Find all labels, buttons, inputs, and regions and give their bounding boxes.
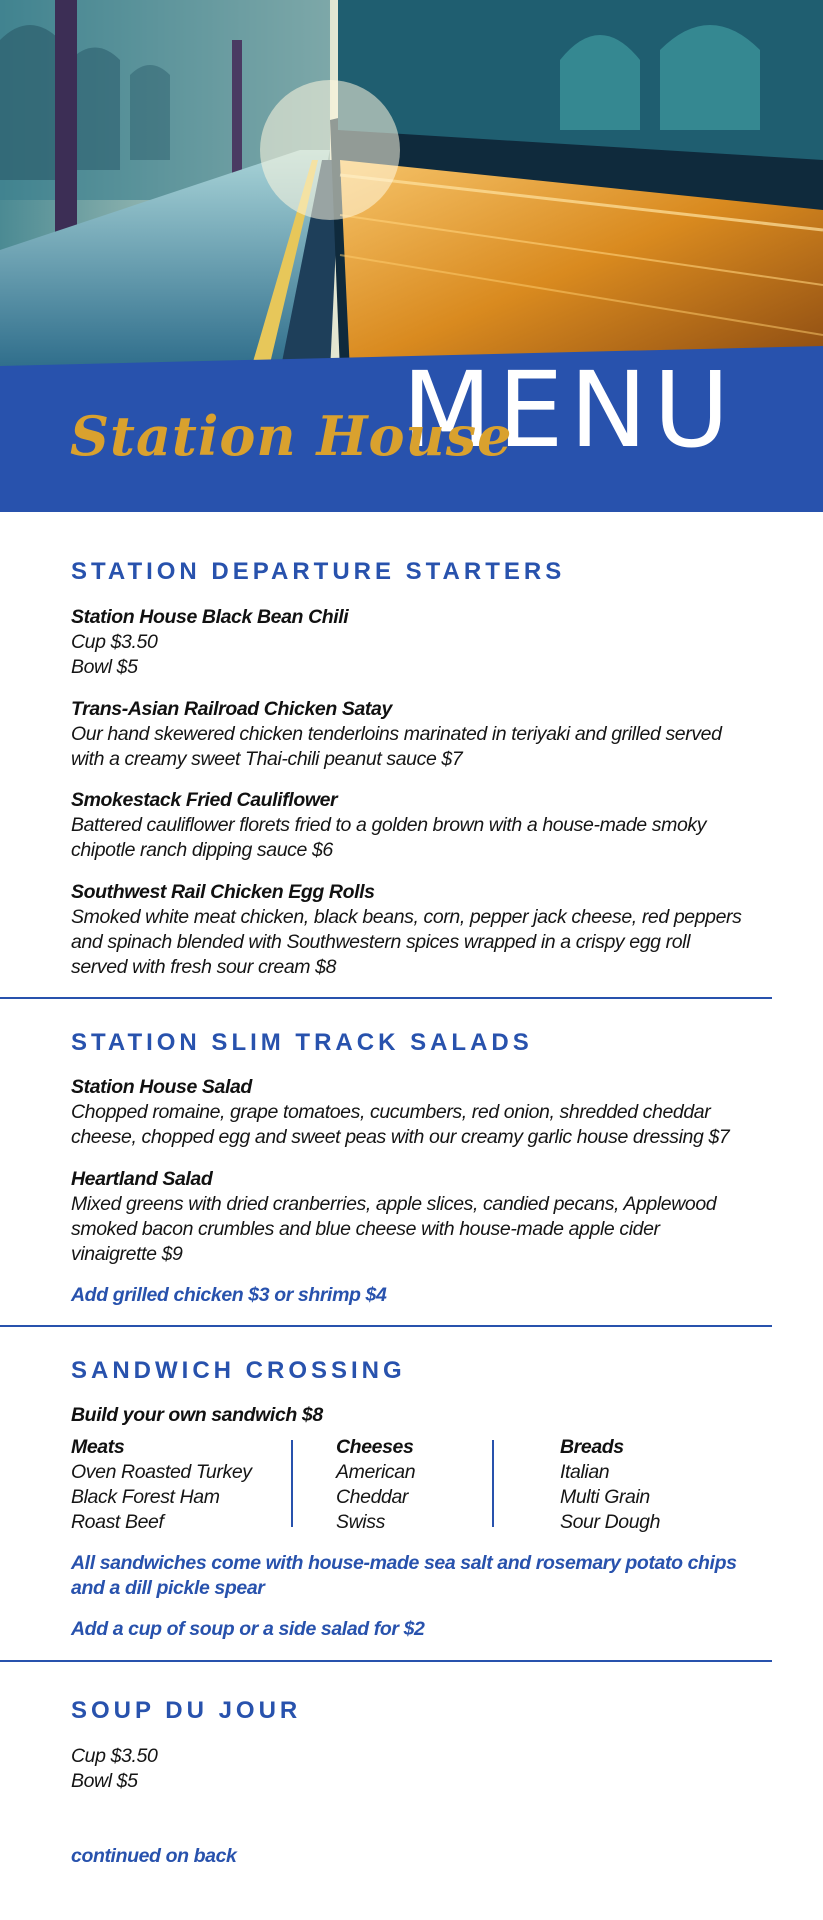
- menu-item-name: Trans-Asian Railroad Chicken Satay: [71, 698, 392, 720]
- column-divider: [492, 1440, 494, 1527]
- menu-item-desc: chipotle ranch dipping sauce $6: [71, 839, 333, 861]
- menu-item-desc: Smoked white meat chicken, black beans, corn, pepper jack cheese, red peppers: [71, 906, 742, 928]
- menu-item-name: Station House Salad: [71, 1076, 252, 1098]
- menu-heading: MENU: [402, 349, 736, 471]
- column-heading-cheeses: Cheeses: [336, 1436, 414, 1458]
- sandwich-note: All sandwiches come with house-made sea salt and rosemary potato chips: [71, 1552, 737, 1574]
- sandwich-note: and a dill pickle spear: [71, 1577, 265, 1599]
- meat-option: Roast Beef: [71, 1511, 164, 1533]
- section-divider: [0, 1325, 772, 1327]
- cheese-option: Swiss: [336, 1511, 385, 1533]
- menu-item-desc: Cup $3.50: [71, 631, 158, 653]
- soup-price: Bowl $5: [71, 1770, 138, 1792]
- section-title-starters: STATION DEPARTURE STARTERS: [71, 558, 566, 585]
- section-divider: [0, 997, 772, 999]
- section-divider: [0, 1660, 772, 1662]
- section-title-salads: STATION SLIM TRACK SALADS: [71, 1029, 533, 1056]
- cheese-option: American: [336, 1461, 416, 1483]
- section-title-sandwich: SANDWICH CROSSING: [71, 1357, 406, 1384]
- menu-item-desc: smoked bacon crumbles and blue cheese with house-made apple cider: [71, 1218, 660, 1240]
- menu-item-desc: Our hand skewered chicken tenderloins marinated in teriyaki and grilled served: [71, 723, 722, 745]
- bread-option: Italian: [560, 1461, 610, 1483]
- menu-item-desc: Bowl $5: [71, 656, 138, 678]
- hero-photo: [0, 0, 823, 372]
- build-sandwich-label: Build your own sandwich $8: [71, 1404, 323, 1426]
- cheese-option: Cheddar: [336, 1486, 409, 1508]
- salad-addon-note: Add grilled chicken $3 or shrimp $4: [71, 1284, 387, 1306]
- menu-item-desc: with a creamy sweet Thai-chili peanut sauce $7: [71, 748, 463, 770]
- menu-item-desc: vinaigrette $9: [71, 1243, 183, 1265]
- menu-item-name: Station House Black Bean Chili: [71, 606, 349, 628]
- column-divider: [291, 1440, 293, 1527]
- continued-note: continued on back: [71, 1845, 237, 1867]
- meat-option: Black Forest Ham: [71, 1486, 220, 1508]
- section-title-soup: SOUP DU JOUR: [71, 1697, 302, 1724]
- menu-item-name: Southwest Rail Chicken Egg Rolls: [71, 881, 375, 903]
- bread-option: Sour Dough: [560, 1511, 661, 1533]
- menu-item-desc: Battered cauliflower florets fried to a golden brown with a house-made smoky: [71, 814, 707, 836]
- brand-logo-text: Station House: [70, 404, 513, 468]
- menu-item-desc: Mixed greens with dried cranberries, apple slices, candied pecans, Applewood: [71, 1193, 717, 1215]
- sandwich-addon-note: Add a cup of soup or a side salad for $2: [71, 1618, 425, 1640]
- menu-item-name: Heartland Salad: [71, 1168, 213, 1190]
- column-heading-breads: Breads: [560, 1436, 624, 1458]
- menu-item-desc: Chopped romaine, grape tomatoes, cucumbers, red onion, shredded cheddar: [71, 1101, 711, 1123]
- menu-item-desc: and spinach blended with Southwestern spices wrapped in a crispy egg roll: [71, 931, 691, 953]
- soup-price: Cup $3.50: [71, 1745, 158, 1767]
- train-station-photo-icon: [0, 0, 823, 372]
- bread-option: Multi Grain: [560, 1486, 650, 1508]
- menu-item-desc: cheese, chopped egg and sweet peas with our creamy garlic house dressing $7: [71, 1126, 730, 1148]
- menu-item-desc: served with fresh sour cream $8: [71, 956, 337, 978]
- meat-option: Oven Roasted Turkey: [71, 1461, 252, 1483]
- menu-item-name: Smokestack Fried Cauliflower: [71, 789, 338, 811]
- column-heading-meats: Meats: [71, 1436, 125, 1458]
